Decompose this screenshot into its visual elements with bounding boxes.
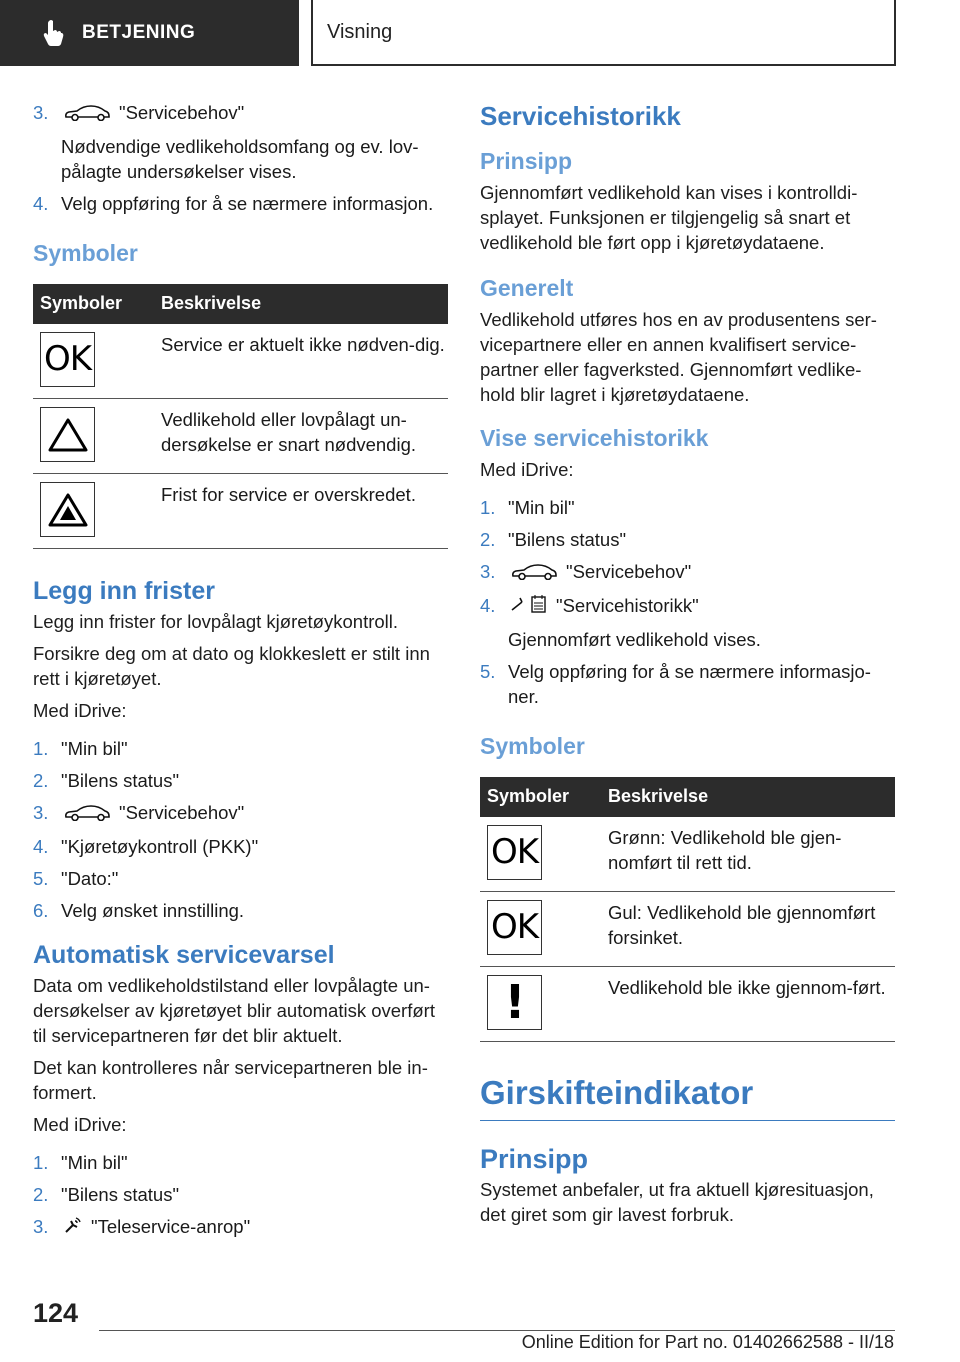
section-label: BETJENING xyxy=(82,22,196,43)
paragraph: Det kan kontrolleres når servicepartneren ble in-formert. xyxy=(33,1056,428,1103)
table-row xyxy=(33,399,448,474)
exclamation-icon: ! xyxy=(487,975,542,1030)
auto-list xyxy=(33,1150,448,1241)
list-item xyxy=(33,100,448,184)
paragraph: Systemet anbefaler, ut fra aktuell kjøresituasjon, det giret som gir lavest forbruk. xyxy=(480,1179,874,1226)
deadlines-list xyxy=(33,736,448,923)
gear-principle-heading: Prinsipp xyxy=(480,1144,589,1175)
service-history-heading: Servicehistorikk xyxy=(480,101,681,131)
general-heading: Generelt xyxy=(480,275,574,301)
list-subtext: Nødvendige vedlikeholdsomfang og ev. lov-pålagte undersøkelser vises. xyxy=(61,135,419,182)
list-text: "Servicebehov" xyxy=(566,561,692,582)
history-symbols-table xyxy=(480,777,895,1043)
list-number: 5. xyxy=(480,660,496,682)
table-cell-description: Frist for service er overskredet. xyxy=(157,474,448,549)
paragraph: Data om vedlikeholdstilstand eller lovpålagte un-dersøkelser av kjøretøyet blir automatisk overført til servicepartneren før det blir aktuelt. xyxy=(33,974,435,1046)
service-history-icon xyxy=(510,594,548,620)
car-icon xyxy=(63,802,111,827)
list-text: "Dato:" xyxy=(61,867,119,889)
list-item xyxy=(33,1150,448,1175)
list-item xyxy=(33,768,448,793)
ok-icon: OK xyxy=(40,332,95,387)
list-number: 3. xyxy=(480,561,496,582)
gear-indicator-heading: Girskifteindikator xyxy=(480,1072,895,1121)
teleservice-icon xyxy=(63,1215,83,1241)
show-history-list xyxy=(480,495,895,709)
list-number: 2. xyxy=(33,770,49,792)
page-number: 124 xyxy=(33,1298,79,1328)
list-text: "Servicehistorikk" xyxy=(556,594,699,616)
ok-green-icon: OK xyxy=(487,825,542,880)
list-number: 1. xyxy=(33,738,49,760)
list-item xyxy=(33,191,448,216)
list-text: "Min bil" xyxy=(61,1151,128,1173)
list-item xyxy=(480,527,895,552)
warning-triangle-icon xyxy=(40,407,95,462)
paragraph: Med iDrive: xyxy=(33,700,127,722)
list-number: 4. xyxy=(33,192,49,214)
table-cell-description: Grønn: Vedlikehold ble gjen-nomført til rett tid. xyxy=(604,817,895,892)
edition-text: Online Edition for Part no. 01402662588 - II/18 xyxy=(521,1332,894,1352)
list-number: 4. xyxy=(480,594,496,616)
list-item xyxy=(480,559,895,586)
table-header-symbol: Symboler xyxy=(33,284,157,324)
ok-yellow-icon: OK xyxy=(487,900,542,955)
list-item xyxy=(33,1182,448,1207)
table-cell-description: Vedlikehold eller lovpålagt un-dersøkelse er snart nødvendig. xyxy=(157,399,448,474)
list-text: Velg oppføring for å se nærmere informasjo-ner. xyxy=(508,660,871,707)
list-item xyxy=(33,834,448,859)
list-number: 3. xyxy=(33,1215,49,1237)
right-column xyxy=(480,100,895,1234)
list-item xyxy=(33,1214,448,1241)
paragraph: Legg inn frister for lovpålagt kjøretøykontroll. xyxy=(33,611,399,633)
list-text: Velg ønsket innstilling. xyxy=(61,899,245,921)
list-text: "Bilens status" xyxy=(61,770,180,792)
paragraph: Med iDrive: xyxy=(480,459,574,480)
table-row xyxy=(480,892,895,967)
paragraph: Med iDrive: xyxy=(33,1113,127,1135)
car-icon xyxy=(63,102,111,127)
section-tab xyxy=(0,0,299,66)
list-text: "Teleservice-anrop" xyxy=(91,1215,251,1237)
list-text: "Kjøretøykontroll (PKK)" xyxy=(61,835,259,857)
table-header-description: Beskrivelse xyxy=(157,284,448,324)
paragraph: Gjennomført vedlikehold kan vises i kontrolldi-splayet. Funksjonen er tilgjengelig så snart et vedlikehold ble ført opp i kjøretøydataene. xyxy=(480,182,858,253)
list-number: 5. xyxy=(33,867,49,889)
list-item xyxy=(480,593,895,652)
symbols-heading: Symboler xyxy=(33,239,138,266)
paragraph: Vedlikehold utføres hos en av produsentens ser-vicepartnere eller en annen kvalifisert service-partner eller fagverksted. Gjennomført vedlike-hold blir lagret i kjøretøydataene. xyxy=(480,309,877,405)
car-icon xyxy=(510,561,558,586)
list-item xyxy=(480,659,895,709)
deadlines-heading: Legg inn frister xyxy=(33,577,215,606)
list-top xyxy=(33,100,448,216)
list-text: "Servicebehov" xyxy=(119,802,245,824)
table-header-row xyxy=(480,777,895,817)
table-header-description: Beskrivelse xyxy=(604,777,895,817)
list-text: "Servicebehov" xyxy=(119,102,245,123)
chapter-title: Visning xyxy=(327,20,393,43)
list-number: 1. xyxy=(33,1151,49,1173)
left-column xyxy=(33,100,448,1248)
list-number: 6. xyxy=(33,899,49,921)
list-item xyxy=(33,736,448,761)
symbols-heading-2: Symboler xyxy=(480,732,585,759)
list-item xyxy=(33,800,448,827)
footer-divider xyxy=(99,1330,895,1331)
list-text: "Bilens status" xyxy=(508,529,627,550)
show-history-heading: Vise servicehistorikk xyxy=(480,425,709,451)
table-cell-description: Service er aktuelt ikke nødven-dig. xyxy=(157,324,448,399)
list-text: "Min bil" xyxy=(61,738,128,760)
list-item xyxy=(33,866,448,891)
list-text: Velg oppføring for å se nærmere informasjon. xyxy=(61,192,434,214)
list-number: 3. xyxy=(33,802,49,824)
hand-pointer-icon xyxy=(38,18,68,48)
list-number: 4. xyxy=(33,835,49,857)
list-number: 1. xyxy=(480,497,496,518)
table-row xyxy=(480,817,895,892)
principle-heading: Prinsipp xyxy=(480,148,573,174)
list-item xyxy=(33,898,448,923)
list-number: 2. xyxy=(480,529,496,550)
table-row xyxy=(480,967,895,1042)
auto-notice-heading: Automatisk servicevarsel xyxy=(33,940,335,969)
table-header-symbol: Symboler xyxy=(480,777,604,817)
table-row xyxy=(33,474,448,549)
table-cell-description: Gul: Vedlikehold ble gjennomført forsinket. xyxy=(604,892,895,967)
page-header xyxy=(0,0,960,66)
paragraph: Forsikre deg om at dato og klokkeslett er stilt inn rett i kjøretøyet. xyxy=(33,643,430,690)
table-row xyxy=(33,324,448,399)
list-number: 2. xyxy=(33,1183,49,1205)
warning-triangle-filled-icon xyxy=(40,482,95,537)
list-number: 3. xyxy=(33,102,49,123)
list-item xyxy=(480,495,895,520)
list-subtext: Gjennomført vedlikehold vises. xyxy=(508,628,761,650)
chapter-title-box xyxy=(311,0,896,66)
table-cell-description: Vedlikehold ble ikke gjennom-ført. xyxy=(604,967,895,1042)
symbols-table xyxy=(33,284,448,550)
table-header-row xyxy=(33,284,448,324)
list-text: "Bilens status" xyxy=(61,1183,180,1205)
list-text: "Min bil" xyxy=(508,497,575,518)
